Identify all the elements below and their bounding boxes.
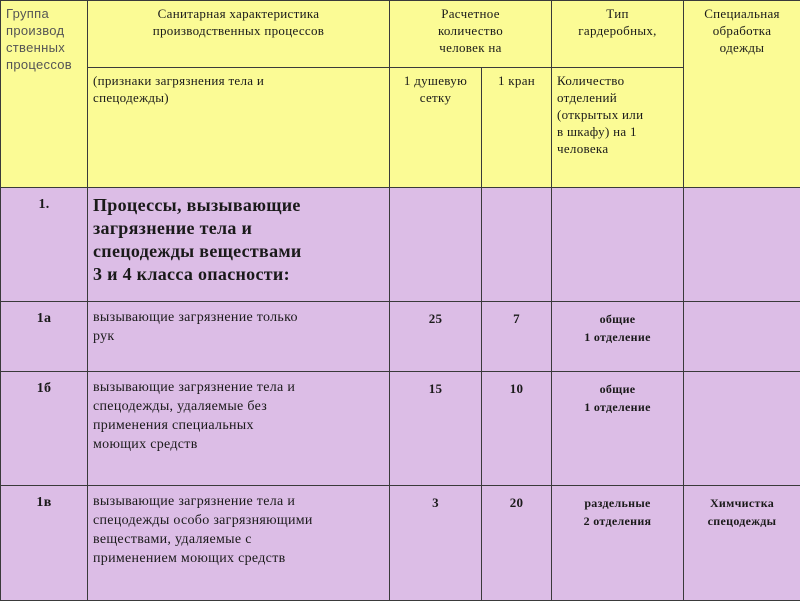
row-special [684, 188, 800, 302]
header-tap: 1 кран [482, 68, 552, 188]
header-sanitary-title: Санитарная характеристика производственных процессов [88, 1, 390, 68]
header-shower: 1 душевую сетку [390, 68, 482, 188]
row-wardrobe: общие 1 отделение [552, 302, 684, 372]
row-shower: 25 [390, 302, 482, 372]
row-special [684, 302, 800, 372]
row-special: Химчистка спецодежды [684, 486, 800, 601]
header-row-sub [1, 68, 800, 188]
table-row [1, 486, 800, 601]
row-id: 1б [1, 372, 88, 486]
row-description: вызывающие загрязнение тела и спецодежды особо загрязняющими веществами, удаляемые с применением моющих средств [88, 486, 390, 601]
header-row-top [1, 1, 800, 68]
row-description: вызывающие загрязнение тела и спецодежды, удаляемые без применения специальных моющих средств [88, 372, 390, 486]
header-wardrobe-sub: Количество отделений (открытых или в шкафу) на 1 человека [552, 68, 684, 188]
row-tap: 10 [482, 372, 552, 486]
row-shower [390, 188, 482, 302]
header-sanitary-sub: (признаки загрязнения тела и спецодежды) [88, 68, 390, 188]
table-row [1, 302, 800, 372]
row-description: Процессы, вызывающие загрязнение тела и спецодежды веществами 3 и 4 класса опасности: [88, 188, 390, 302]
row-id: 1. [1, 188, 88, 302]
row-wardrobe: общие 1 отделение [552, 372, 684, 486]
row-wardrobe: раздельные 2 отделения [552, 486, 684, 601]
row-shower: 3 [390, 486, 482, 601]
table-row [1, 372, 800, 486]
table-row [1, 188, 800, 302]
row-id: 1а [1, 302, 88, 372]
row-shower: 15 [390, 372, 482, 486]
header-special-cell: Специальная обработка одежды [684, 1, 800, 188]
row-special [684, 372, 800, 486]
row-tap: 20 [482, 486, 552, 601]
row-id: 1в [1, 486, 88, 601]
header-group-cell: Группа производ ственных процессов [1, 1, 88, 188]
row-wardrobe [552, 188, 684, 302]
row-description: вызывающие загрязнение только рук [88, 302, 390, 372]
row-tap [482, 188, 552, 302]
row-tap: 7 [482, 302, 552, 372]
header-calc-title: Расчетное количество человек на [390, 1, 552, 68]
header-wardrobe-title: Тип гардеробных, [552, 1, 684, 68]
